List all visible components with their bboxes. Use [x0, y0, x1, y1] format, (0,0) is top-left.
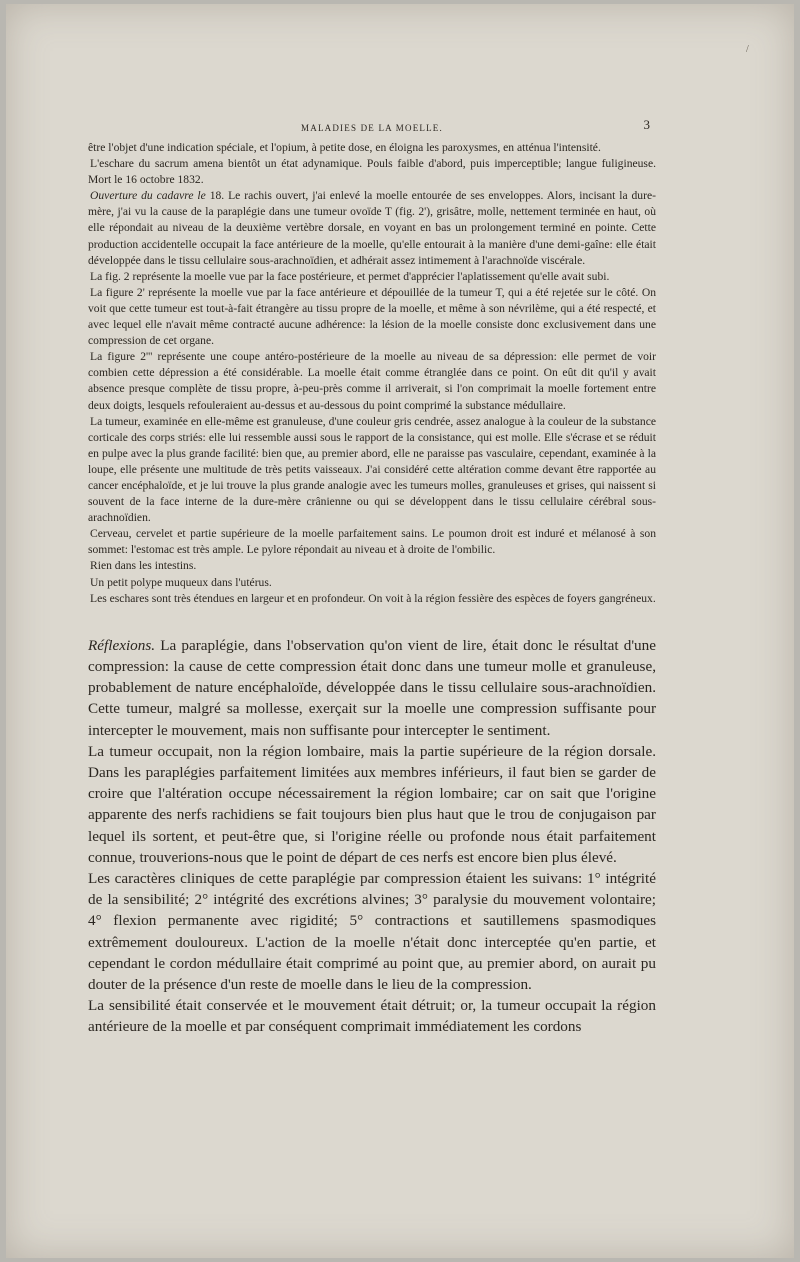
paragraph: La sensibilité était conservée et le mouvement était détruit; or, la tumeur occupait la région antérieure de la moelle et par conséquent comprimait immédiatement les cordons — [88, 997, 656, 1036]
paragraph: Les eschares sont très étendues en largeur et en profondeur. On voit à la région fessière des espèces de foyers gangréneux. — [90, 591, 656, 605]
paragraph: Cerveau, cervelet et partie supérieure de la moelle parfaitement sains. Le poumon droit est induré et mélanosé à son sommet: l'estomac est très ample. Le pylore répondait au niveau et à droite de l'ombilic. — [88, 527, 656, 557]
page-number: 3 — [643, 117, 650, 132]
paragraph: Rien dans les intestins. — [90, 559, 197, 573]
paragraph-opening — [88, 188, 656, 268]
case-section — [88, 140, 656, 607]
paragraph: La fig. 2 représente la moelle vue par la face postérieure, et permet d'apprécier l'aplatissement qu'elle avait subi. — [90, 269, 610, 283]
paragraph-reflexions — [88, 635, 656, 741]
paragraph: La figure 2''' représente une coupe antéro-postérieure de la moelle au niveau de sa dépression: elle permet de voir combien cette dépression a été considérable. La moelle était comme étranglée dans ce point. On eût dit qu'il y avait absence presque complète de tissu propre, à-peu-près comme il arriverait, si l'on comprimait la moelle fortement entre deux doigts, lesquels refouleraient au-dessus et au-dessous du point comprimé la substance médullaire. — [88, 350, 656, 412]
reflexions-section — [88, 635, 656, 1038]
paragraph: La tumeur occupait, non la région lombaire, mais la partie supérieure de la région dorsale. Dans les paraplégies parfaitement limitées aux membres inférieurs, il faut bien se garder de croire que l'altération occupe nécessairement la région lombaire; car on sait que l'origine apparente des nerfs rachidiens se fait toujours bien plus haut que le trou de conjugaison par lequel ils sortent, et peut-être que, si l'origine réelle ou profonde nous était parfaitement connue, trouverions-nous que le point de départ de ces nerfs est encore bien plus élevé. — [88, 742, 656, 866]
paragraph: être l'objet d'une indication spéciale, et l'opium, à petite dose, en éloigna les paroxysmes, en atténua l'intensité. — [88, 141, 601, 154]
page-header — [88, 117, 656, 141]
opening-label: Ouverture du cadavre le — [90, 189, 206, 203]
paragraph: La tumeur, examinée en elle-même est granuleuse, d'une couleur gris cendrée, assez analogue à la couleur de la substance corticale des corps striés: elle lui ressemble aussi sous le rapport de la consistance, qui est molle. Elle s'écrase et se réduit en pulpe avec la plus grande facilité: bien que, au premier abord, elle ne paraisse pas vasculaire, cependant, examinée à la loupe, elle présente une multitude de très petits vaisseaux. J'ai considéré cette altération comme devant être rapportée au cancer encéphaloïde, et je lui trouve la plus grande analogie avec les tumeurs molles, granuleuses et grises, qui naissent si souvent de la face interne de la dure-mère crânienne ou qui se développent dans le tissu cellulaire cérébral sous-arachnoïdien. — [88, 414, 656, 525]
margin-mark: / — [746, 44, 749, 55]
paragraph: Les caractères cliniques de cette paraplégie par compression étaient les suivans: 1° intégrité de la sensibilité; 2° intégrité des excrétions alvines; 3° paralysie du mouvement volontaire; 4° flexion permanente avec rigidité; 5° contractions et sautillemens spasmodiques extrêmement douloureux. L'action de la moelle n'était donc interceptée qu'en partie, et cependant le cordon médullaire était comprimé au point que, au premier abord, on aurait pu douter de la présence d'un reste de moelle dans le lieu de la compression. — [88, 869, 656, 993]
paragraph: Un petit polype muqueux dans l'utérus. — [90, 575, 272, 589]
reflexions-label: Réflexions. — [88, 636, 156, 654]
opening-text: 18. Le rachis ouvert, j'ai enlevé la moelle entourée de ses enveloppes. Alors, incisant la dure-mère, j'ai vu la cause de la paraplégie dans une tumeur ovoïde T (fig. 2'), grisâtre, molle, nettement terminée en haut, où elle répondait au niveau de la deuxième vertèbre dorsale, en voyant en bas un prolongement terminé en pointe. Cette production accidentelle occupait la face antérieure de la moelle, qu'elle entourait à la manière d'une demi-gaîne: elle était développée dans le tissu cellulaire sous-arachnoïdien, et adhérait assez intimement à l'arachnoïde viscérale. — [88, 189, 656, 267]
reflexions-text: La paraplégie, dans l'observation qu'on vient de lire, était donc le résultat d'une compression: la cause de cette compression était donc dans une tumeur molle et granuleuse, probablement de nature encéphaloïde, développée dans le tissu cellulaire sous-arachnoïdien. Cette tumeur, malgré sa mollesse, exerçait sur la moelle une compression suffisante pour intercepter le mouvement, mais non suffisante pour intercepter le sentiment. — [88, 636, 656, 739]
body-text — [88, 140, 656, 1038]
running-head: MALADIES DE LA MOELLE. — [301, 123, 443, 133]
paragraph: L'eschare du sacrum amena bientôt un état adynamique. Pouls faible d'abord, puis imperceptible; langue fuligineuse. Mort le 16 octobre 1832. — [88, 157, 656, 187]
paragraph: La figure 2' représente la moelle vue par la face antérieure et dépouillée de la tumeur T, qui a été rejetée sur le côté. On voit que cette tumeur est tout-à-fait étrangère au tissu propre de la moelle, et même à son névrilème, qui a été respecté, et avec lequel elle n'avait même contracté aucune adhérence: la lésion de la moelle consiste donc exclusivement dans une compression de cet organe. — [88, 285, 656, 348]
